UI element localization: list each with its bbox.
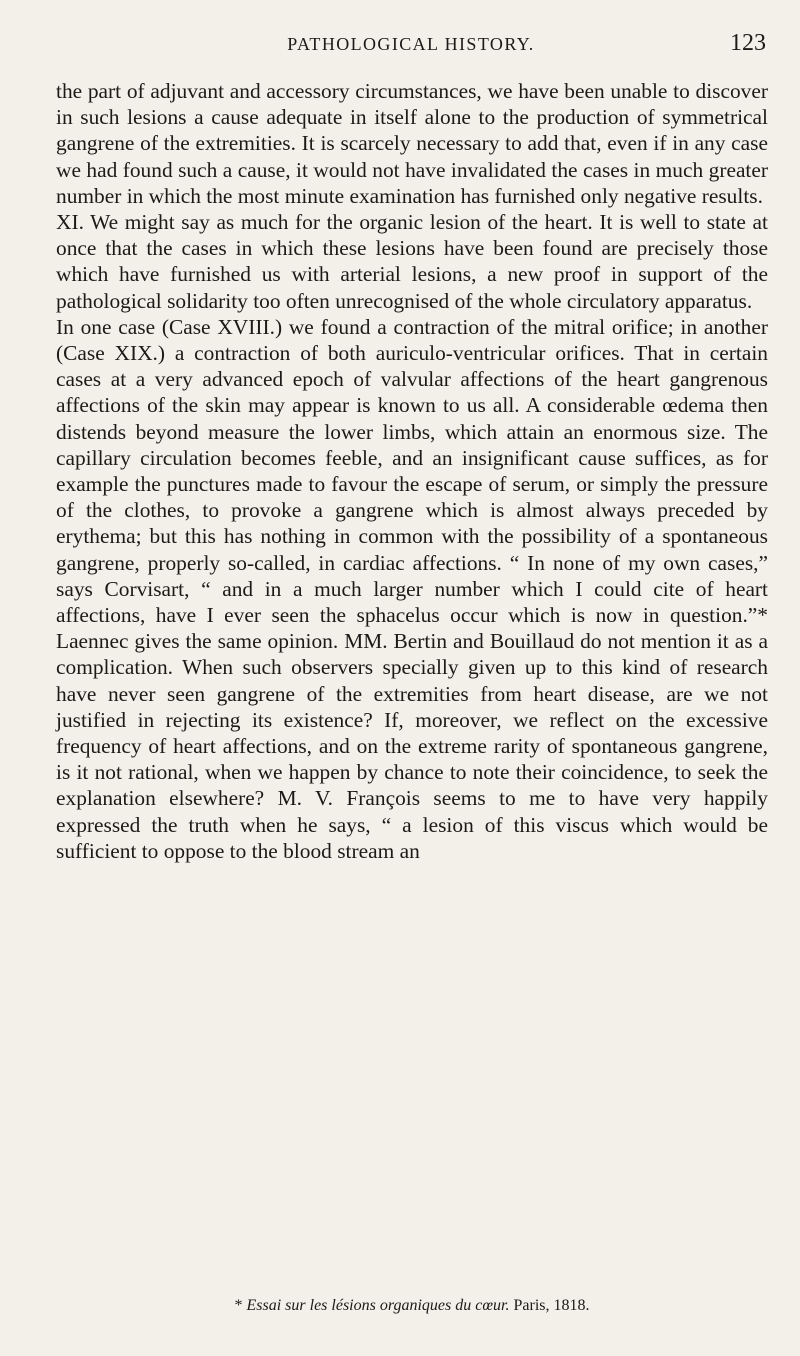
paragraph-continuation: the part of adjuvant and accessory circumstances, we have been unable to discover in such lesions a cause adequate in itself alone to the production of symmetrical gangrene of the extremities. It is scarcely necessary to add that, even if in any case we had found such a cause, it would not have invalidated the cases in much greater number in which the most minute examination has furnished only negative results. — [56, 79, 768, 208]
paragraph-section-xi: XI. We might say as much for the organic lesion of the heart. It is well to state at once that the cases in which these lesions have been found are precisely those which have furnished us with arterial lesions, a new proof in support of the pathological solidarity too often unrecognised of the whole circulatory apparatus. — [56, 210, 768, 313]
footnote — [56, 1296, 768, 1316]
running-head — [56, 30, 766, 64]
footnote-marker: * — [234, 1297, 247, 1314]
footnote-rest: Paris, 1818. — [509, 1297, 590, 1314]
body-text — [56, 78, 768, 864]
paragraph-cases: In one case (Case XVIII.) we found a contraction of the mitral orifice; in another (Case XIX.) a contraction of both auriculo-ventricular orifices. That in certain cases at a very advanced epoch of valvular affections of the heart gangrenous affections of the skin may appear is known to us all. A considerable œdema then distends beyond measure the lower limbs, which attain an enormous size. The capillary circulation becomes feeble, and an insignificant cause suffices, as for example the punctures made to favour the escape of serum, or simply the pressure of the clothes, to provoke a gangrene which is almost always preceded by erythema; but this has nothing in common with the possibility of a spontaneous gangrene, properly so-called, in cardiac affections. “ In none of my own cases,” says Corvisart, “ and in a much larger number which I could cite of heart affections, have I ever seen the sphacelus occur which is now in question.”* Laennec gives the same opinion. MM. Bertin and Bouillaud do not mention it as a complication. When such observers specially given up to this kind of research have never seen gangrene of the extremities from heart disease, are we not justified in rejecting its existence? If, moreover, we reflect on the excessive frequency of heart affections, and on the extreme rarity of spontaneous gangrene, is it not rational, when we happen by chance to note their coincidence, to seek the explanation elsewhere? M. V. François seems to me to have very happily expressed the truth when he says, “ a lesion of this viscus which would be sufficient to oppose to the blood stream an — [56, 314, 768, 863]
footnote-title: Essai sur les lésions organiques du cœur. — [246, 1297, 510, 1314]
running-title: PATHOLOGICAL HISTORY. — [287, 34, 535, 54]
page-number: 123 — [730, 30, 766, 56]
